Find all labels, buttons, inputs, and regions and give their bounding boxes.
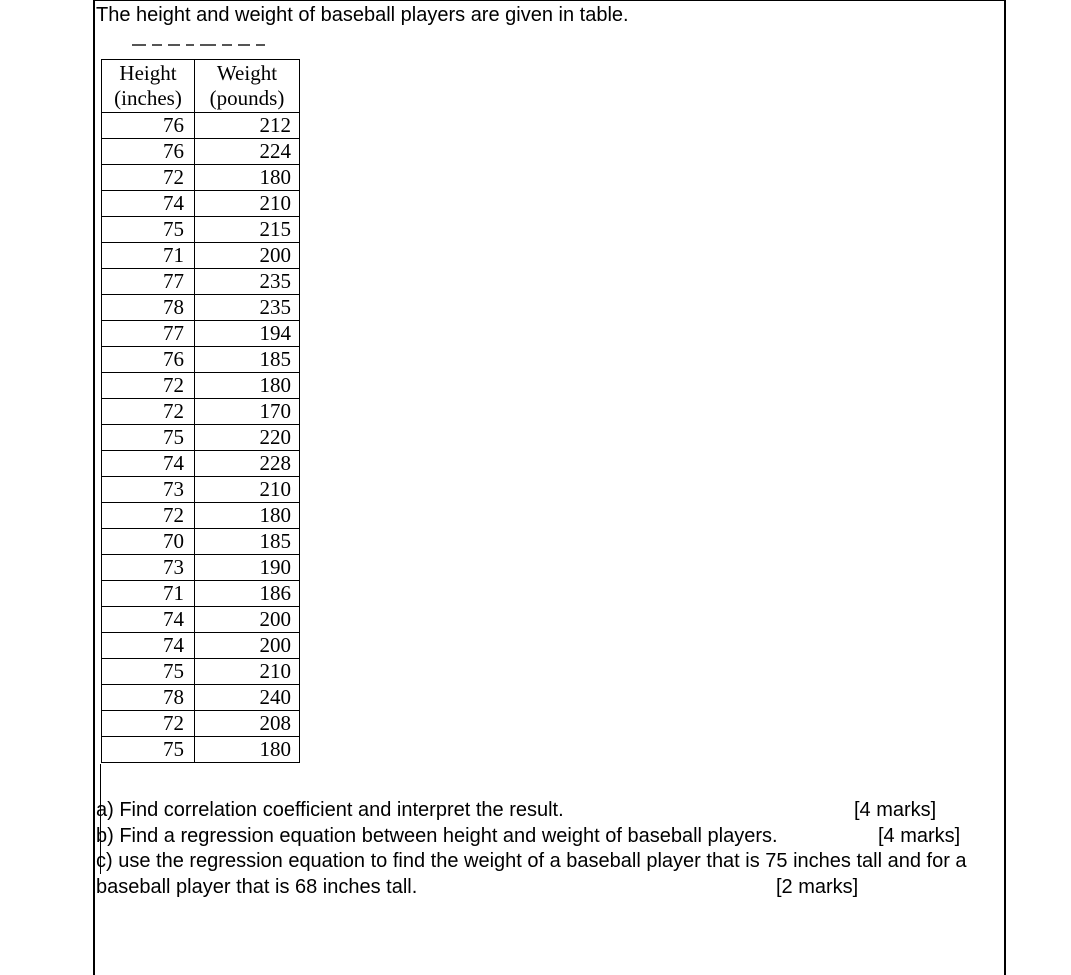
weight-cell: 190 xyxy=(195,555,300,581)
question-a xyxy=(96,798,1008,824)
table-row xyxy=(102,659,300,685)
height-cell: 74 xyxy=(102,607,195,633)
weight-cell: 210 xyxy=(195,477,300,503)
questions-block xyxy=(96,798,1008,900)
height-cell: 72 xyxy=(102,373,195,399)
weight-cell: 235 xyxy=(195,295,300,321)
weight-cell: 186 xyxy=(195,581,300,607)
question-c-line2 xyxy=(96,875,1008,901)
table-row xyxy=(102,477,300,503)
table-row xyxy=(102,711,300,737)
table-row xyxy=(102,529,300,555)
table-row xyxy=(102,217,300,243)
table-row xyxy=(102,737,300,763)
table-row xyxy=(102,243,300,269)
table-row xyxy=(102,269,300,295)
weight-cell: 200 xyxy=(195,633,300,659)
weight-cell: 235 xyxy=(195,269,300,295)
height-cell: 78 xyxy=(102,295,195,321)
height-cell: 74 xyxy=(102,191,195,217)
weight-cell: 194 xyxy=(195,321,300,347)
question-b xyxy=(96,824,1008,850)
height-cell: 72 xyxy=(102,711,195,737)
height-cell: 73 xyxy=(102,555,195,581)
height-cell: 71 xyxy=(102,581,195,607)
table-row xyxy=(102,451,300,477)
weight-cell: 185 xyxy=(195,529,300,555)
weight-cell: 180 xyxy=(195,373,300,399)
table-row xyxy=(102,607,300,633)
faded-caption-remnant xyxy=(132,44,312,50)
weight-cell: 212 xyxy=(195,113,300,139)
height-cell: 70 xyxy=(102,529,195,555)
height-cell: 76 xyxy=(102,139,195,165)
height-cell: 72 xyxy=(102,503,195,529)
table-row xyxy=(102,425,300,451)
table-row xyxy=(102,347,300,373)
weight-column-header xyxy=(195,60,300,113)
question-c-line1 xyxy=(96,849,1008,875)
question-c-marks: [2 marks] xyxy=(776,875,859,898)
table-row xyxy=(102,113,300,139)
weight-cell: 200 xyxy=(195,607,300,633)
question-b-marks: [4 marks] xyxy=(878,824,961,847)
intro-text: The height and weight of baseball players are given in table. xyxy=(96,4,629,26)
table-body xyxy=(102,113,300,763)
table-row xyxy=(102,165,300,191)
height-cell: 75 xyxy=(102,737,195,763)
question-a-text: a) Find correlation coefficient and interpret the result. xyxy=(96,799,564,821)
weight-cell: 210 xyxy=(195,659,300,685)
weight-cell: 240 xyxy=(195,685,300,711)
height-cell: 75 xyxy=(102,659,195,685)
height-column-header xyxy=(102,60,195,113)
question-c-text-line2: baseball player that is 68 inches tall. xyxy=(96,875,418,898)
height-cell: 72 xyxy=(102,165,195,191)
height-header-line2: (inches) xyxy=(114,86,182,110)
table-row xyxy=(102,633,300,659)
height-header-line1: Height xyxy=(119,61,177,85)
weight-cell: 228 xyxy=(195,451,300,477)
height-cell: 73 xyxy=(102,477,195,503)
weight-cell: 208 xyxy=(195,711,300,737)
table-row xyxy=(102,581,300,607)
question-a-marks: [4 marks] xyxy=(854,799,937,821)
weight-cell: 200 xyxy=(195,243,300,269)
table-row xyxy=(102,399,300,425)
question-c-text-line1: c) use the regression equation to find the weight of a baseball player that is 75 inches tall and for a xyxy=(96,850,967,872)
weight-cell: 224 xyxy=(195,139,300,165)
weight-cell: 220 xyxy=(195,425,300,451)
height-cell: 75 xyxy=(102,217,195,243)
weight-cell: 185 xyxy=(195,347,300,373)
table-row xyxy=(102,373,300,399)
weight-cell: 170 xyxy=(195,399,300,425)
table-row xyxy=(102,295,300,321)
height-cell: 76 xyxy=(102,347,195,373)
weight-cell: 215 xyxy=(195,217,300,243)
table-row xyxy=(102,321,300,347)
height-cell: 77 xyxy=(102,321,195,347)
height-cell: 71 xyxy=(102,243,195,269)
height-cell: 77 xyxy=(102,269,195,295)
table-header-row xyxy=(102,60,300,113)
table-row xyxy=(102,191,300,217)
question-b-text: b) Find a regression equation between height and weight of baseball players. xyxy=(96,824,778,847)
height-cell: 75 xyxy=(102,425,195,451)
height-cell: 72 xyxy=(102,399,195,425)
table-row xyxy=(102,685,300,711)
height-cell: 78 xyxy=(102,685,195,711)
height-cell: 74 xyxy=(102,451,195,477)
weight-cell: 180 xyxy=(195,737,300,763)
weight-cell: 210 xyxy=(195,191,300,217)
table-row xyxy=(102,503,300,529)
weight-header-line1: Weight xyxy=(216,61,278,85)
weight-cell: 180 xyxy=(195,503,300,529)
weight-cell: 180 xyxy=(195,165,300,191)
table-row xyxy=(102,555,300,581)
weight-header-line2: (pounds) xyxy=(209,86,285,110)
height-cell: 76 xyxy=(102,113,195,139)
table-row xyxy=(102,139,300,165)
height-cell: 74 xyxy=(102,633,195,659)
height-weight-table xyxy=(101,59,300,763)
